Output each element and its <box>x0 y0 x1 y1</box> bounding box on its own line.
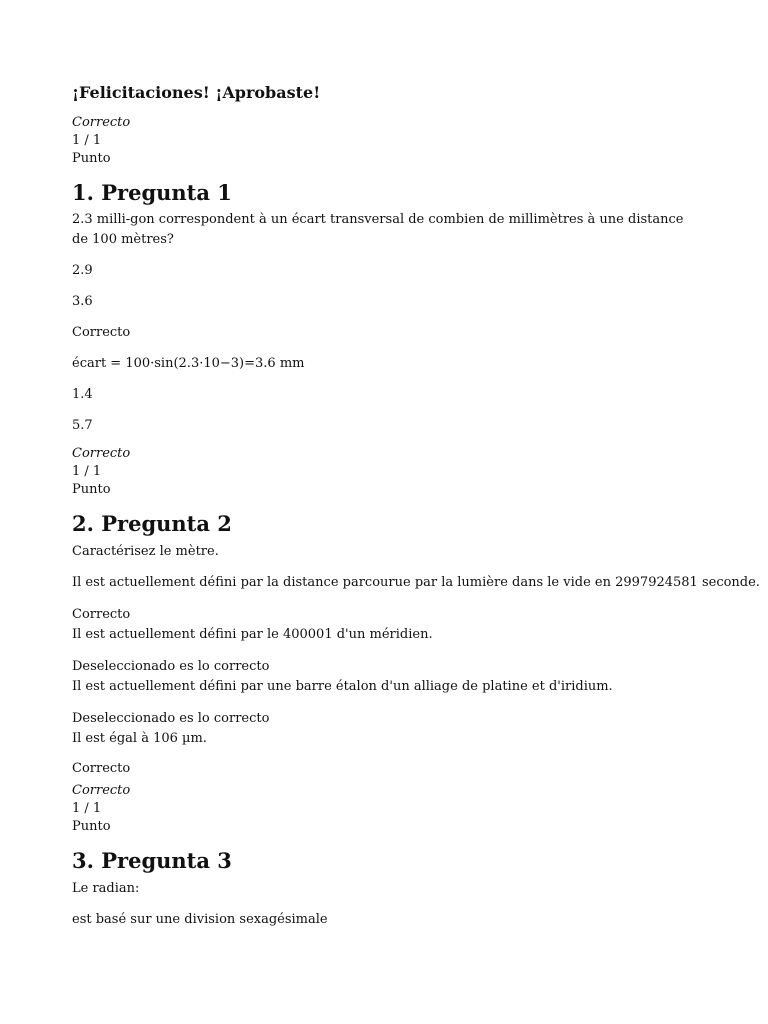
question-1-title: 1. Pregunta 1 <box>72 180 232 205</box>
score-status: Correcto <box>72 446 131 461</box>
question-2-option-2[interactable]: Il est actuellement défini par le 400001 d'un méridien. <box>72 627 433 642</box>
score-value: 1 / 1 <box>72 133 102 148</box>
question-2-title: 2. Pregunta 2 <box>72 511 232 536</box>
question-1-prompt-line2: de 100 mètres? <box>72 232 174 247</box>
quiz-results-page <box>72 82 760 930</box>
question-3-prompt: Le radian: <box>72 881 140 896</box>
score-unit: Punto <box>72 151 111 166</box>
score-block-3 <box>72 782 712 836</box>
score-value: 1 / 1 <box>72 464 102 479</box>
question-3-option-1[interactable]: est basé sur une division sexagésimale <box>72 912 328 927</box>
score-unit: Punto <box>72 482 111 497</box>
question-1-option-3[interactable]: 1.4 <box>72 387 93 402</box>
question-1-prompt <box>72 210 712 250</box>
question-2-option-3-feedback: Deseleccionado es lo correcto <box>72 659 270 674</box>
pass-banner: ¡Felicitaciones! ¡Aprobaste! <box>72 83 321 102</box>
score-status: Correcto <box>72 115 131 130</box>
score-status: Correcto <box>72 783 131 798</box>
question-2-option-4[interactable]: Il est égal à 106 µm. <box>72 731 207 746</box>
question-2-option-4-result: Correcto <box>72 761 131 776</box>
question-1-option-2-feedback: Correcto <box>72 325 131 340</box>
score-block-2 <box>72 445 712 499</box>
question-1-option-2-explanation: écart = 100·sin(2.3·10−3)=3.6 mm <box>72 356 305 371</box>
question-1-option-1[interactable]: 2.9 <box>72 263 93 278</box>
score-value: 1 / 1 <box>72 801 102 816</box>
score-unit: Punto <box>72 819 111 834</box>
question-1-option-4[interactable]: 5.7 <box>72 418 93 433</box>
question-1-option-2[interactable]: 3.6 <box>72 294 93 309</box>
question-2-option-3[interactable]: Il est actuellement défini par une barre étalon d'un alliage de platine et d'iridium. <box>72 679 613 694</box>
question-3-title: 3. Pregunta 3 <box>72 848 232 873</box>
question-1-prompt-line1: 2.3 milli-gon correspondent à un écart transversal de combien de millimètres à une distance <box>72 212 684 227</box>
question-2-prompt: Caractérisez le mètre. <box>72 544 219 559</box>
question-2-option-4-feedback: Deseleccionado es lo correcto <box>72 711 270 726</box>
score-block-1 <box>72 114 712 168</box>
question-2-option-1[interactable]: Il est actuellement défini par la distance parcourue par la lumière dans le vide en 2997924581 seconde. <box>72 575 760 590</box>
question-2-option-2-feedback: Correcto <box>72 607 131 622</box>
